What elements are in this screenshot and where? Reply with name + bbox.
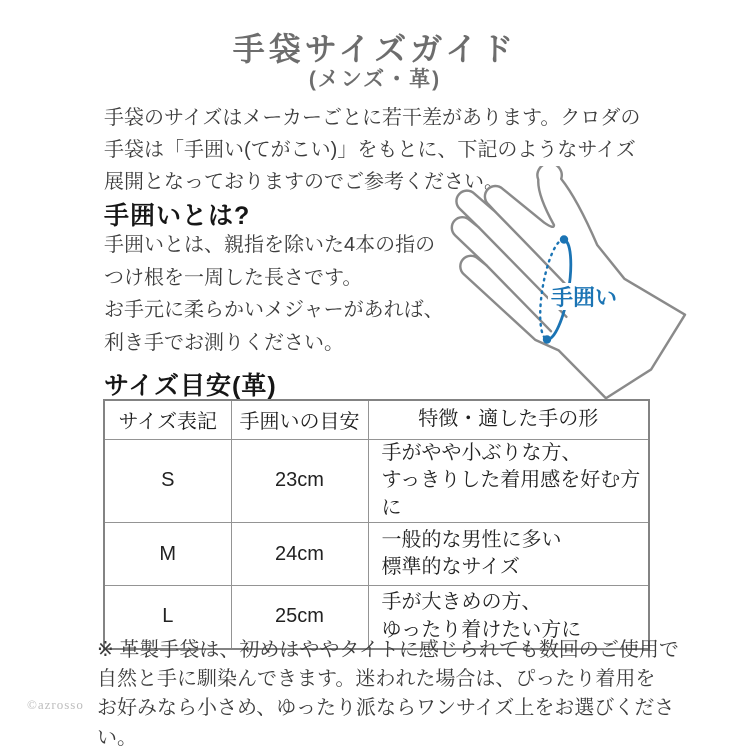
tegakoi-line: お手元に柔らかいメジャーがあれば、 <box>104 299 444 321</box>
tegakoi-heading: 手囲いとは? <box>104 202 251 230</box>
footnote <box>97 636 707 750</box>
features-cell <box>368 523 649 586</box>
tegakoi-description <box>104 229 454 359</box>
table-row-m <box>104 523 649 586</box>
intro-line: 手袋のサイズはメーカーごとに若干差があります。クロダの <box>104 107 641 129</box>
size-table-header-row <box>104 400 649 439</box>
measure-endpoint-dot <box>543 335 551 343</box>
size-value: S <box>104 439 231 523</box>
size-value: L <box>104 586 231 649</box>
feature-line: すっきりした着用感を好む方に <box>381 469 641 519</box>
measure-label: 手囲い <box>551 285 618 310</box>
feature-line: ゆったり着けたい方に <box>381 618 582 641</box>
footnote-line: ※ 革製手袋は、初めはややタイトに感じられても数回のご使用で <box>97 639 679 661</box>
features-cell <box>368 439 649 523</box>
page-title: 手袋サイズガイド <box>232 31 518 67</box>
tegakoi-line: つけ根を一周した長さです。 <box>104 266 363 289</box>
feature-line: 一般的な男性に多い <box>381 528 562 551</box>
header-circumference: 手囲いの目安 <box>231 400 368 439</box>
feature-line: 手が大きめの方、 <box>381 591 542 614</box>
intro-line: 展開となっておりますのでご参考ください。 <box>104 171 504 193</box>
circumference-value: 24cm <box>231 523 368 586</box>
page-subtitle: (メンズ・革) <box>308 68 442 91</box>
footnote-line: 自然と手に馴染んできます。迷われた場合は、ぴったり着用を <box>97 668 656 691</box>
feature-line: 標準的なサイズ <box>381 556 520 578</box>
feature-line: 手がやや小ぶりな方、 <box>381 441 582 464</box>
circumference-value: 23cm <box>231 439 368 523</box>
glove-illustration <box>435 166 750 400</box>
tegakoi-line: 利き手でお測りください。 <box>104 331 344 354</box>
size-table-heading: サイズ目安(革) <box>104 372 277 400</box>
watermark: ©azrosso <box>27 697 84 712</box>
intro-line: 手袋は「手囲い(てがこい)」をもとに、下記のようなサイズ <box>104 139 636 161</box>
header-size-label: サイズ表記 <box>104 400 231 439</box>
measure-endpoint-dot <box>560 235 568 243</box>
table-row-s <box>104 439 649 523</box>
tegakoi-line: 手囲いとは、親指を除いた4本の指の <box>104 234 436 256</box>
header-features: 特徴・適した手の形 <box>368 400 649 439</box>
size-value: M <box>104 523 231 586</box>
circumference-value: 25cm <box>231 586 368 649</box>
footnote-line: お好みなら小さめ、ゆったり派ならワンサイズ上をお選びください。 <box>97 697 675 749</box>
size-table <box>103 399 650 650</box>
